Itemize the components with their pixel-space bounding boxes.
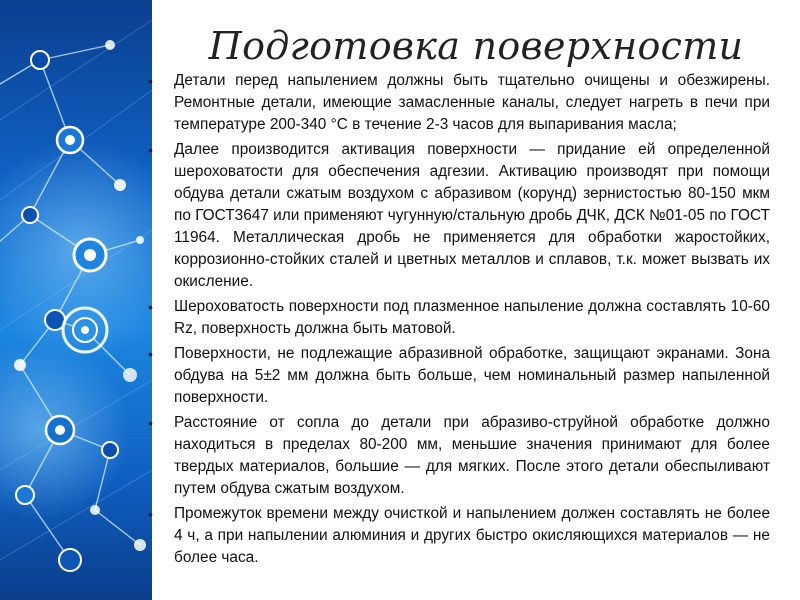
bullet-item-screens (146, 343, 770, 409)
bullet-marker: • (148, 415, 153, 431)
molecular-network-icon (0, 0, 152, 600)
bullet-list (146, 70, 770, 572)
bullet-text: Шероховатость поверхности под плазменное напыление должна составлять 10-60 Rz, поверхность должна быть матовой. (174, 298, 770, 337)
bullet-item-nozzle-distance (146, 412, 770, 500)
bullet-marker: • (148, 73, 153, 89)
bullet-text: Далее производится активация поверхности — придание ей определенной шероховатости для обеспечения адгезии. Активацию производят при помощи обдува детали сжатым воздухом с абразивом (корунд) зернистостью 80-150 мкм по ГОСТ3647 или применяют чугунную/стальную дробь ДЧК, ДСК №01-05 по ГОСТ 11964. Металлическая дробь не применяется для обработки жаростойких, коррозионно-стойких сталей и цветных металлов и сплавов, т.к. может вызвать их окисление. (174, 141, 770, 290)
bullet-item-surface-cleaning (146, 70, 770, 136)
bullet-text: Детали перед напылением должны быть тщательно очищены и обезжирены. Ремонтные детали, имеющие замасленные каналы, следует нагреть в печи при температуре 200-340 °С в течение 2-3 часов для выпаривания масла; (174, 72, 770, 133)
bullet-marker: • (148, 506, 153, 522)
bullet-text: Промежуток времени между очисткой и напылением должен составлять не более 4 ч, а при напылении алюминия и других быстро окисляющихся материалов — не более часа. (174, 505, 770, 566)
bullet-marker: • (148, 346, 153, 362)
bullet-item-surface-activation (146, 139, 770, 293)
slide-title: Подготовка поверхности (208, 24, 744, 68)
bullet-text: Расстояние от сопла до детали при абразиво-струйной обработке должно находиться в пределах 80-200 мм, меньшие значения принимают для более твердых материалов, большие — для мягких. После этого детали обеспыливают путем обдува сжатым воздухом. (174, 414, 770, 497)
bullet-marker: • (148, 142, 153, 158)
bullet-item-roughness (146, 296, 770, 340)
bullet-item-time-interval (146, 503, 770, 569)
decorative-sidebar (0, 0, 152, 600)
bullet-text: Поверхности, не подлежащие абразивной обработке, защищают экранами. Зона обдува на 5±2 мм должна быть больше, чем номинальный размер напыленной поверхности. (174, 345, 770, 406)
bullet-marker: • (148, 299, 153, 315)
